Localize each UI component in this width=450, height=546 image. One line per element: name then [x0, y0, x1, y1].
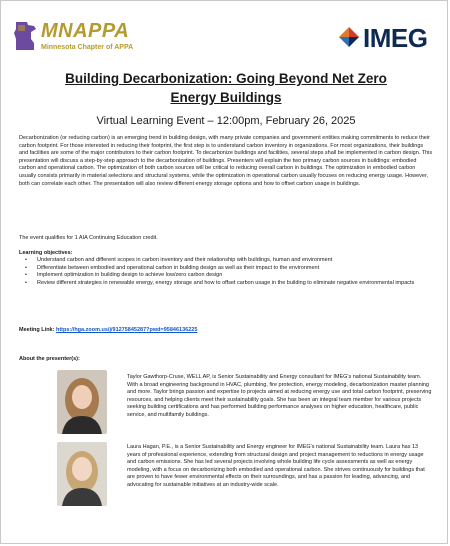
event-subtitle: Virtual Learning Event – 12:00pm, February 26, 2025	[96, 115, 356, 127]
meeting-link-label: Meeting Link:	[19, 327, 55, 333]
mnappa-logo-subtitle: Minnesota Chapter of APPA	[41, 44, 134, 51]
imeg-logo-name: IMEG	[363, 23, 428, 53]
objectives-heading: Learning objectives:	[19, 250, 73, 256]
objective-item: • Differentiate between embodied and operational carbon in building design as well as their impact to the environment	[19, 265, 433, 273]
presenter-photo-laura	[57, 442, 107, 506]
intro-paragraph: Decarbonization (or reducing carbon) is an emerging trend in building design, with many private companies and government entities making commitments to reduce their carbon footprint. For those interested in reducing their footprint, the first step is to understand carbon inventory in organizations. For most organizations, their buildings and facilities are some of the major contributors to their carbon footprint. To decarbonize buildings and facilities, several steps shall be implemented in carbon design. This presentation will discuss a step-by-step approach to the decarbonization of buildings. Presenters will explain the two primary carbon sources in buildings: embodied carbon and operational carbon. The optimization of both carbon sources will be critical to reducing overall carbon in buildings. The optimization in embodied carbon usually consists primarily in material selections and structural systems, while the optimization in operational carbon usually focuses on reducing energy usage. However, both can correlate each other. The presentation will also review different energy storage options and how to offset carbon usage in buildings.	[19, 135, 433, 187]
mnappa-logo	[13, 19, 183, 59]
event-title	[41, 69, 411, 107]
presenter-bio-taylor: Taylor Gawthorp-Cruse, WELL AP, is Senior Sustainability and Energy consultant for IMEG's national Sustainability team. With a broad engineering background in HVAC, plumbing, fire protection, energy modeling, decarbonization master planning and more. Taylor brings passion and expertise to projects aimed at reducing energy use and total carbon footprint, preserving resources, and helping clients meet their sustainability goals. She has been an integral team member for various projects seeking building certifications and has performed building performance analyses on higher education, healthcare, public service, and multifamily buildings.	[127, 374, 432, 418]
presenter-photo-taylor	[57, 370, 107, 434]
minnesota-map-icon	[13, 21, 37, 51]
presenters-heading: About the presenter(s):	[19, 356, 80, 362]
presenter-bio-laura: Laura Hagan, P.E., is a Senior Sustainability and Energy engineer for IMEG's national Sustainability team. Laura has 13 years of professional experience, extending from structural design and project management to reductions in energy usage and carbon emissions. She has led several projects involving whole building life cycle assessments as well as energy modeling, with a focus on decarbonizing both embodied and operational carbon. She strives continuously for buildings that are proven to have fewer environmental effects on their surroundings, and has a passion for leading, advancing, and advocating for sustainable initiatives at an industry-wide scale.	[127, 444, 425, 488]
credit-note: The event qualifies for 1 AIA Continuing Education credit.	[19, 235, 158, 241]
objectives-list	[19, 257, 433, 287]
meeting-link-line	[19, 327, 433, 335]
imeg-mark-icon	[337, 25, 361, 53]
imeg-logo	[337, 23, 447, 55]
objective-item: • Understand carbon and different scopes in carbon inventory and their relationship with buildings, human and environment	[19, 257, 433, 265]
mnappa-logo-name: MNAPPA	[41, 20, 130, 42]
objective-item: • Implement optimization in building design to achieve low/zero carbon design	[19, 272, 433, 280]
meeting-link[interactable]: https://hga.zoom.us/j/91275845287?pwd=95846136225	[55, 327, 198, 333]
event-title-line-2: Energy Buildings	[170, 90, 282, 105]
event-title-line-1: Building Decarbonization: Going Beyond Net Zero	[65, 71, 387, 86]
objective-item: • Review different strategies in renewable energy, energy storage and how to offset carbon usage in the building to eliminate negative environmental impacts	[19, 280, 433, 288]
